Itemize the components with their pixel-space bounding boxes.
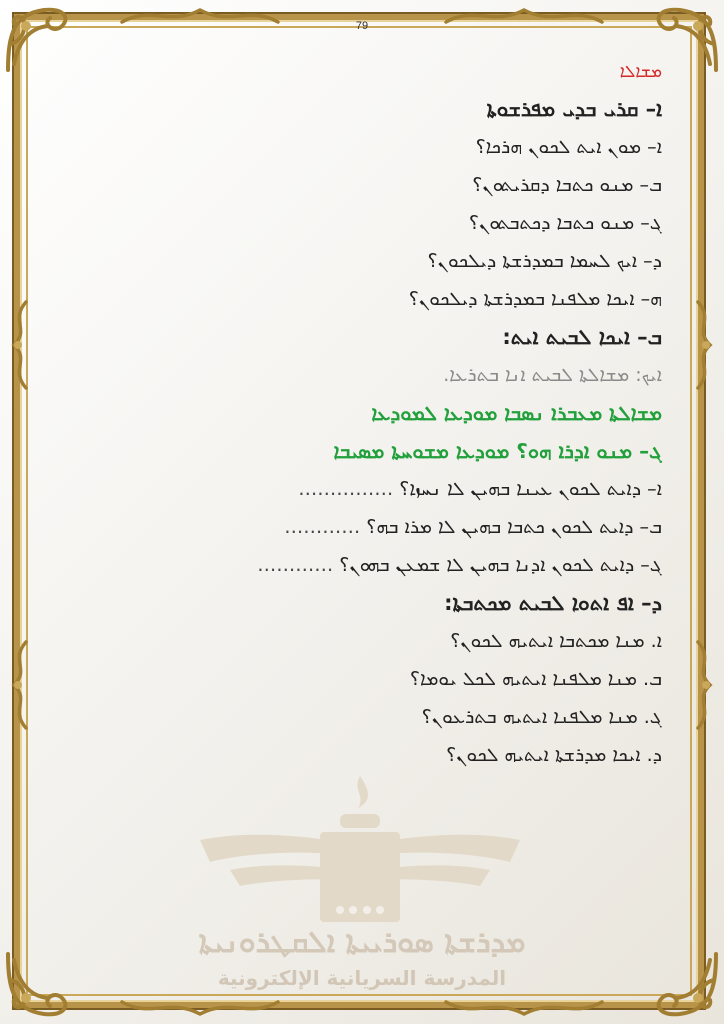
line-text: ܒ. ܡܢܐ ܡܠܦܢܐ ܐܝܬܝܗ ܠܟܠ ܝܘܡܐ؟ bbox=[409, 668, 662, 690]
line-text: ܒ– ܡܢܘ ܟܬܒܐ ܕܩܪܝܬܘܢ؟ bbox=[472, 174, 662, 196]
text-line bbox=[62, 394, 662, 432]
line-text: ܐ– ܩܪܝ ܒܕܝ ܡܦܪܫܘܬܐ bbox=[486, 97, 662, 121]
line-text: ܓ– ܡܢܘ ܐܕܪܐ ܗܘ؟ ܡܘܕܥܐ ܡܫܘܚܬܐ ܡܣܝܒܐ bbox=[333, 439, 662, 463]
line-text: ܒ– ܐܝܟܐ ܠܒܝܬ ܐܝܬ: bbox=[502, 325, 662, 349]
line-text: ܕ. ܐܝܟܐ ܡܕܪܫܬܐ ܐܝܬܝܗ ܠܟܘܢ؟ bbox=[446, 744, 662, 766]
watermark bbox=[0, 770, 724, 1010]
line-text: ܐ. ܡܢܐ ܡܟܬܒܐ ܐܝܬܝܗ ܠܟܘܢ؟ bbox=[450, 630, 662, 652]
text-line bbox=[62, 242, 662, 280]
text-line bbox=[62, 432, 662, 470]
side-ornament-icon bbox=[690, 300, 718, 390]
line-text: ܓ– ܡܢܘ ܟܬܒܐ ܕܟܬܒܬܘܢ؟ bbox=[468, 212, 662, 234]
line-text: ܡܫܐܠܬܐ ܡܥܒܪܐ ܢܣܒܐ ܡܘܕܥܐ ܠܡܘܕܥܐ bbox=[371, 401, 662, 425]
text-line bbox=[62, 546, 662, 584]
text-line bbox=[62, 736, 662, 774]
text-line bbox=[62, 584, 662, 622]
text-line bbox=[62, 356, 662, 394]
line-text: ܕ– ܐܝܟ ܠܚܡܐ ܒܡܕܪܫܬܐ ܕܝܠܟܘܢ؟ bbox=[427, 250, 662, 272]
line-text: ܐ– ܡܘܢ ܐܝܬ ܠܟܘܢ ܗܪܟܐ؟ bbox=[475, 136, 662, 158]
text-line bbox=[62, 280, 662, 318]
watermark-arabic-text: المدرسة السريانية الإلكترونية bbox=[217, 966, 507, 990]
text-line bbox=[62, 660, 662, 698]
text-line bbox=[62, 470, 662, 508]
side-ornament-icon bbox=[690, 640, 718, 730]
line-text: ܕ– ܐܦ ܐܬܘܐ ܠܒܝܬ ܡܟܬܒܬܐ: bbox=[444, 591, 662, 615]
school-logo-icon bbox=[190, 770, 530, 930]
text-line bbox=[62, 622, 662, 660]
side-ornament-icon bbox=[6, 300, 34, 390]
page-number: 79 bbox=[355, 20, 369, 32]
line-text: ܓ– ܕܐܝܬ ܠܟܘܢ ܐܕܢܐ ܒܗܝܢ ܠܐ ܫܡܥܢ ܒܗܘܢ؟ bbox=[339, 554, 662, 576]
exercise-content bbox=[62, 54, 662, 774]
line-text: ܒ– ܕܐܝܬ ܠܟܘܢ ܟܬܒܐ ܒܗܝܢ ܠܐ ܡܪܐ ܒܗ؟ bbox=[366, 516, 662, 538]
text-line bbox=[62, 128, 662, 166]
answer-blank: ………… bbox=[257, 554, 340, 576]
text-line bbox=[62, 204, 662, 242]
line-text: ܡܫܐܠܐ bbox=[619, 62, 662, 82]
answer-blank: …………… bbox=[298, 478, 400, 500]
text-line bbox=[62, 90, 662, 128]
watermark-syriac-text: ܡܕܪܫܬܐ ܣܘܪܝܝܬܐ ܐܠܩܛܪܘܢܝܬܐ bbox=[198, 925, 526, 960]
line-text: ܐ– ܕܐܝܬ ܠܟܘܢ ܥܝܢܐ ܒܗܝܢ ܠܐ ܢܚܙܐ؟ bbox=[399, 478, 662, 500]
text-line bbox=[62, 508, 662, 546]
text-line bbox=[62, 54, 662, 90]
line-text: ܐܝܟ: ܡܫܐܠܬܐ ܠܒܝܬ ܐܢܐ ܒܬܪܥܐ. bbox=[443, 364, 662, 386]
side-ornament-icon bbox=[6, 640, 34, 730]
text-line bbox=[62, 318, 662, 356]
text-line bbox=[62, 698, 662, 736]
text-line bbox=[62, 166, 662, 204]
line-text: ܗ– ܐܝܟܐ ܡܠܦܢܐ ܒܡܕܪܫܬܐ ܕܝܠܟܘܢ؟ bbox=[408, 288, 662, 310]
answer-blank: ………… bbox=[284, 516, 367, 538]
line-text: ܓ. ܡܢܐ ܡܠܦܢܐ ܐܝܬܝܗ ܒܬܪܥܘܢ؟ bbox=[421, 706, 662, 728]
